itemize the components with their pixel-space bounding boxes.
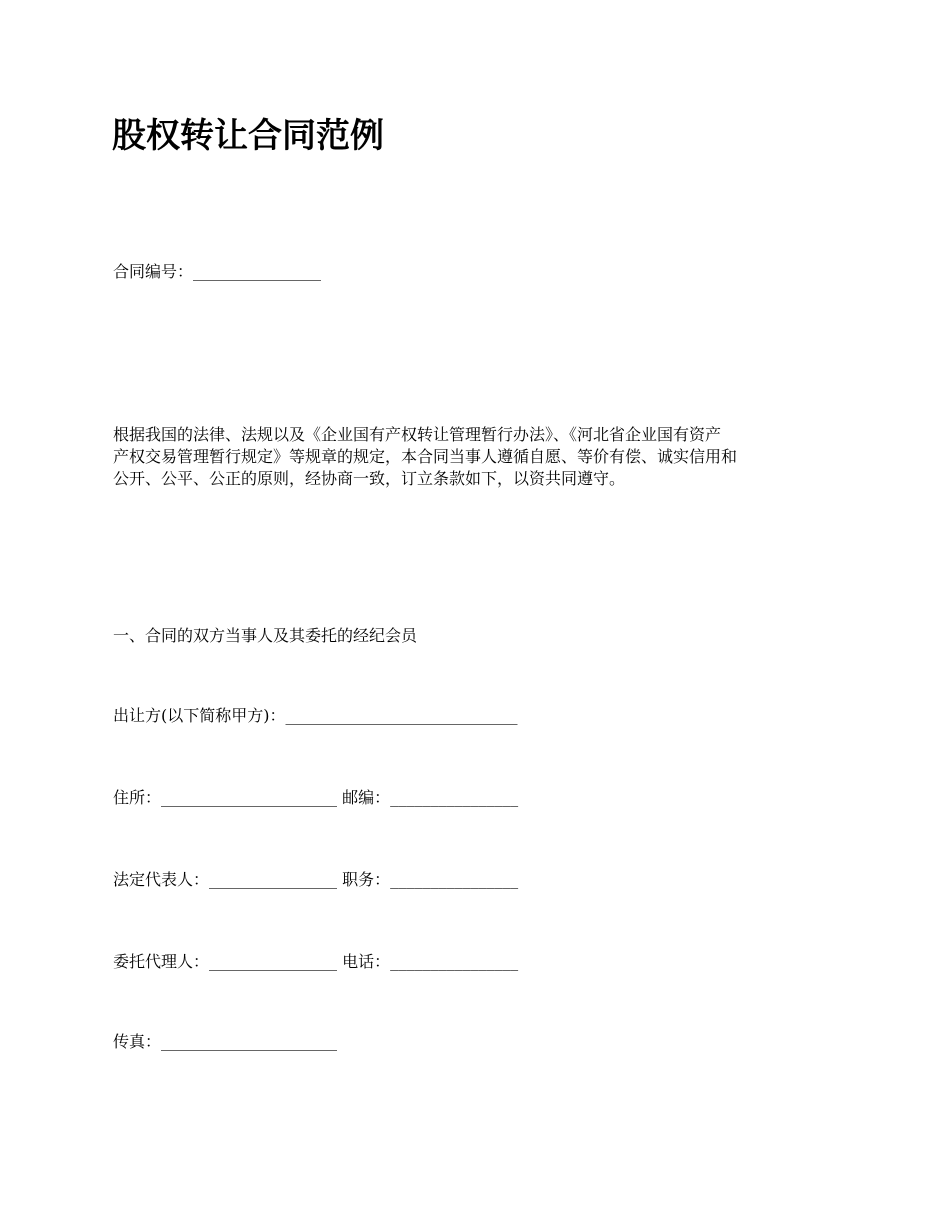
preamble-line-1: 根据我国的法律、法规以及《企业国有产权转让管理暂行办法》、《河北省企业国有资产 (113, 425, 722, 444)
contract-number-line: 合同编号：________________ (113, 262, 322, 281)
preamble-line-2: 产权交易管理暂行规定》等规章的规定，本合同当事人遵循自愿、等价有偿、诚实信用和 (113, 447, 738, 466)
preamble-line-3: 公开、公平、公正的原则，经协商一致，订立条款如下，以资共同遵守。 (113, 469, 626, 488)
preamble-paragraph (113, 424, 841, 490)
agent-phone-line: 委托代理人：________________ 电话：________________ (113, 952, 519, 971)
fax-line: 传真：______________________ (113, 1032, 338, 1051)
transferor-line: 出让方(以下简称甲方)：_____________________________ (113, 706, 518, 725)
address-postcode-line: 住所：______________________ 邮编：________________ (113, 788, 519, 807)
legal-representative-line: 法定代表人：________________ 职务：________________ (113, 870, 519, 889)
section-1-heading: 一、合同的双方当事人及其委托的经纪会员 (113, 626, 418, 645)
document-title: 股权转让合同范例 (112, 116, 384, 156)
